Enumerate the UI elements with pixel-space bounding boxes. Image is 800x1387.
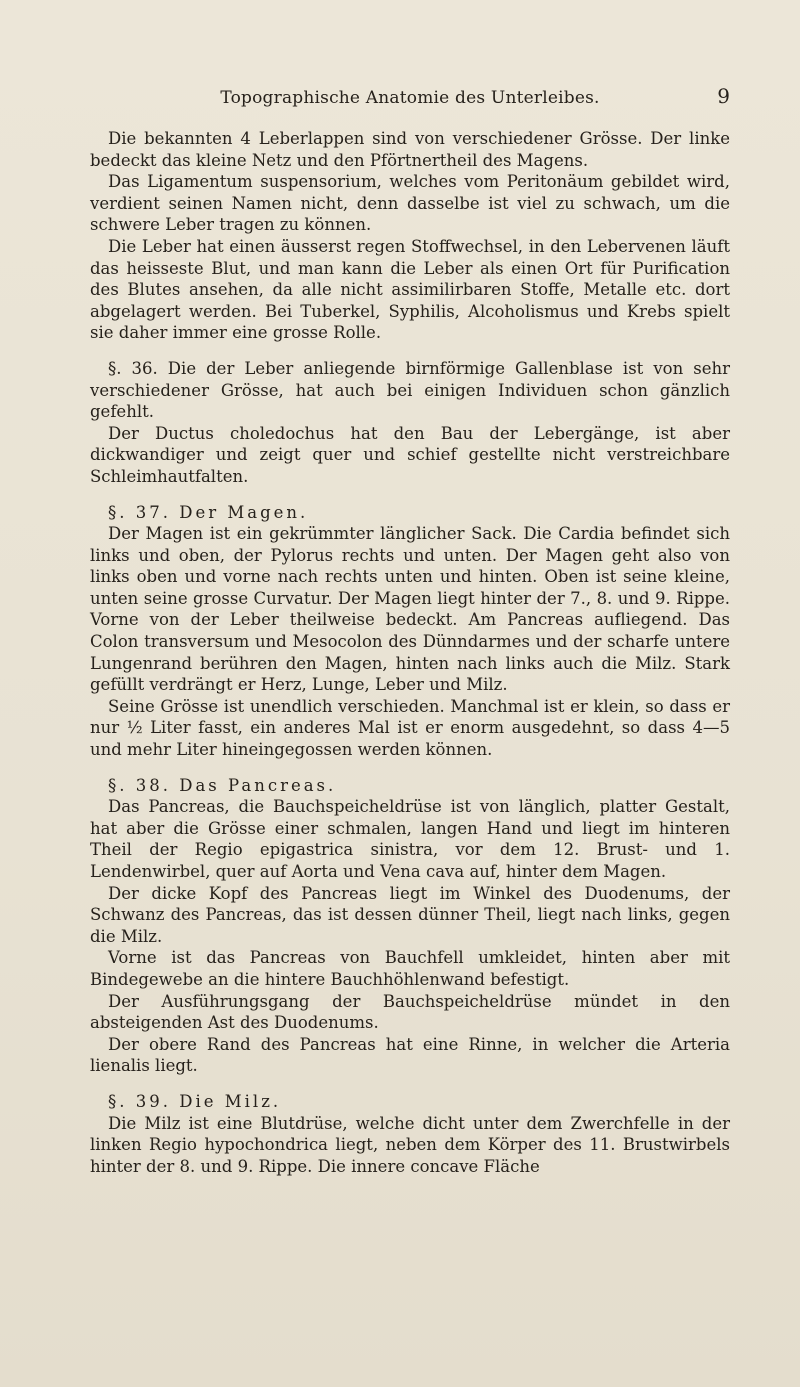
body-text (90, 128, 730, 1177)
paragraph-pancreas-bauchfell: Vorne ist das Pancreas von Bauchfell umkleidet, hinten aber mit Bindegewebe an die hintere Bauchhöhlenwand befestigt. (90, 948, 730, 989)
section-37-heading: §. 37. Der Magen. (108, 502, 309, 522)
page-header (90, 84, 730, 114)
paragraph-pancreas-kopf: Der dicke Kopf des Pancreas liegt im Winkel des Duodenums, der Schwanz des Pancreas, das ist dessen dünner Theil, liegt nach links, gegen die Milz. (90, 883, 730, 946)
paragraph-ligamentum: Das Ligamentum suspensorium, welches vom Peritonäum gebildet wird, verdient seinen Namen nicht, denn dasselbe ist viel zu schwach, um die schwere Leber tragen zu können. (90, 172, 730, 235)
paragraph-oberer-rand: Der obere Rand des Pancreas hat eine Rinne, in welcher die Arteria lienalis liegt. (90, 1034, 730, 1076)
paragraph-magen-lage: Der Magen ist ein gekrümmter länglicher Sack. Die Cardia befindet sich links und oben, der Pylorus rechts und unten. Der Magen geht also von links oben und vorne nach rechts unten und hinten. Oben ist seine kleine, unten seine grosse Curvatur. Der Magen liegt hinter der 7., 8. und 9. Rippe. Vorne von der Leber theilweise bedeckt. Am Pancreas aufliegend. Das Colon transversum und Mesocolon des Dünndarmes und der scharfe untere Lungenrand berühren den Magen, hinten nach links auch die Milz. Stark gefüllt verdrängt er Herz, Lunge, Leber und Milz. (90, 524, 730, 695)
paragraph-stoffwechsel: Die Leber hat einen äusserst regen Stoffwechsel, in den Lebervenen läuft das heisseste Blut, und man kann die Leber als einen Ort für Purification des Blutes ansehen, da alle nicht assimilirbaren Stoffe, Metalle etc. dort abgelagert werden. Bei Tuberkel, Syphilis, Alcoholismus und Krebs spielt sie daher immer eine grosse Rolle. (90, 236, 730, 343)
paragraph-milz: Die Milz ist eine Blutdrüse, welche dicht unter dem Zwerchfelle in der linken Regio hypochondrica liegt, neben dem Körper des 11. Brustwirbels hinter der 8. und 9. Rippe. Die innere concave Fläche (90, 1113, 730, 1176)
paragraph-ausfuehrungsgang: Der Ausführungsgang der Bauchspeicheldrüse mündet in den absteigenden Ast des Duodenums. (90, 991, 730, 1033)
paragraph-leberlappen: Die bekannten 4 Leberlappen sind von verschiedener Grösse. Der linke bedeckt das kleine Netz und den Pförtnertheil des Magens. (90, 129, 730, 170)
section-36-gallenblase: §. 36. Die der Leber anliegende birnförmige Gallenblase ist von sehr verschiedener Grösse, hat auch bei einigen Individuen schon gänzlich gefehlt. (90, 358, 730, 422)
section-38-heading: §. 38. Das Pancreas. (108, 775, 337, 795)
paragraph-magen-groesse: Seine Grösse ist unendlich verschieden. Manchmal ist er klein, so dass er nur ½ Liter fasst, ein anderes Mal ist er enorm ausgedehnt, so dass 4—5 und mehr Liter hineingegossen werden können. (90, 696, 730, 760)
running-title: Topographische Anatomie des Unterleibes. (220, 88, 600, 108)
paragraph-pancreas-gestalt: Das Pancreas, die Bauchspeicheldrüse ist von länglich, platter Gestalt, hat aber die Grösse einer schmalen, langen Hand und liegt im hinteren Theil der Regio epigastrica sinistra, vor dem 12. Brust- und 1. Lendenwirbel, quer auf Aorta und Vena cava auf, hinter dem Magen. (90, 797, 730, 881)
page-number: 9 (717, 84, 730, 108)
section-39-heading: §. 39. Die Milz. (108, 1091, 282, 1111)
paragraph-ductus-choledochus: Der Ductus choledochus hat den Bau der Lebergänge, ist aber dickwandiger und zeigt quer und schief gestellte nicht verstreichbare Schleimhautfalten. (90, 423, 730, 486)
